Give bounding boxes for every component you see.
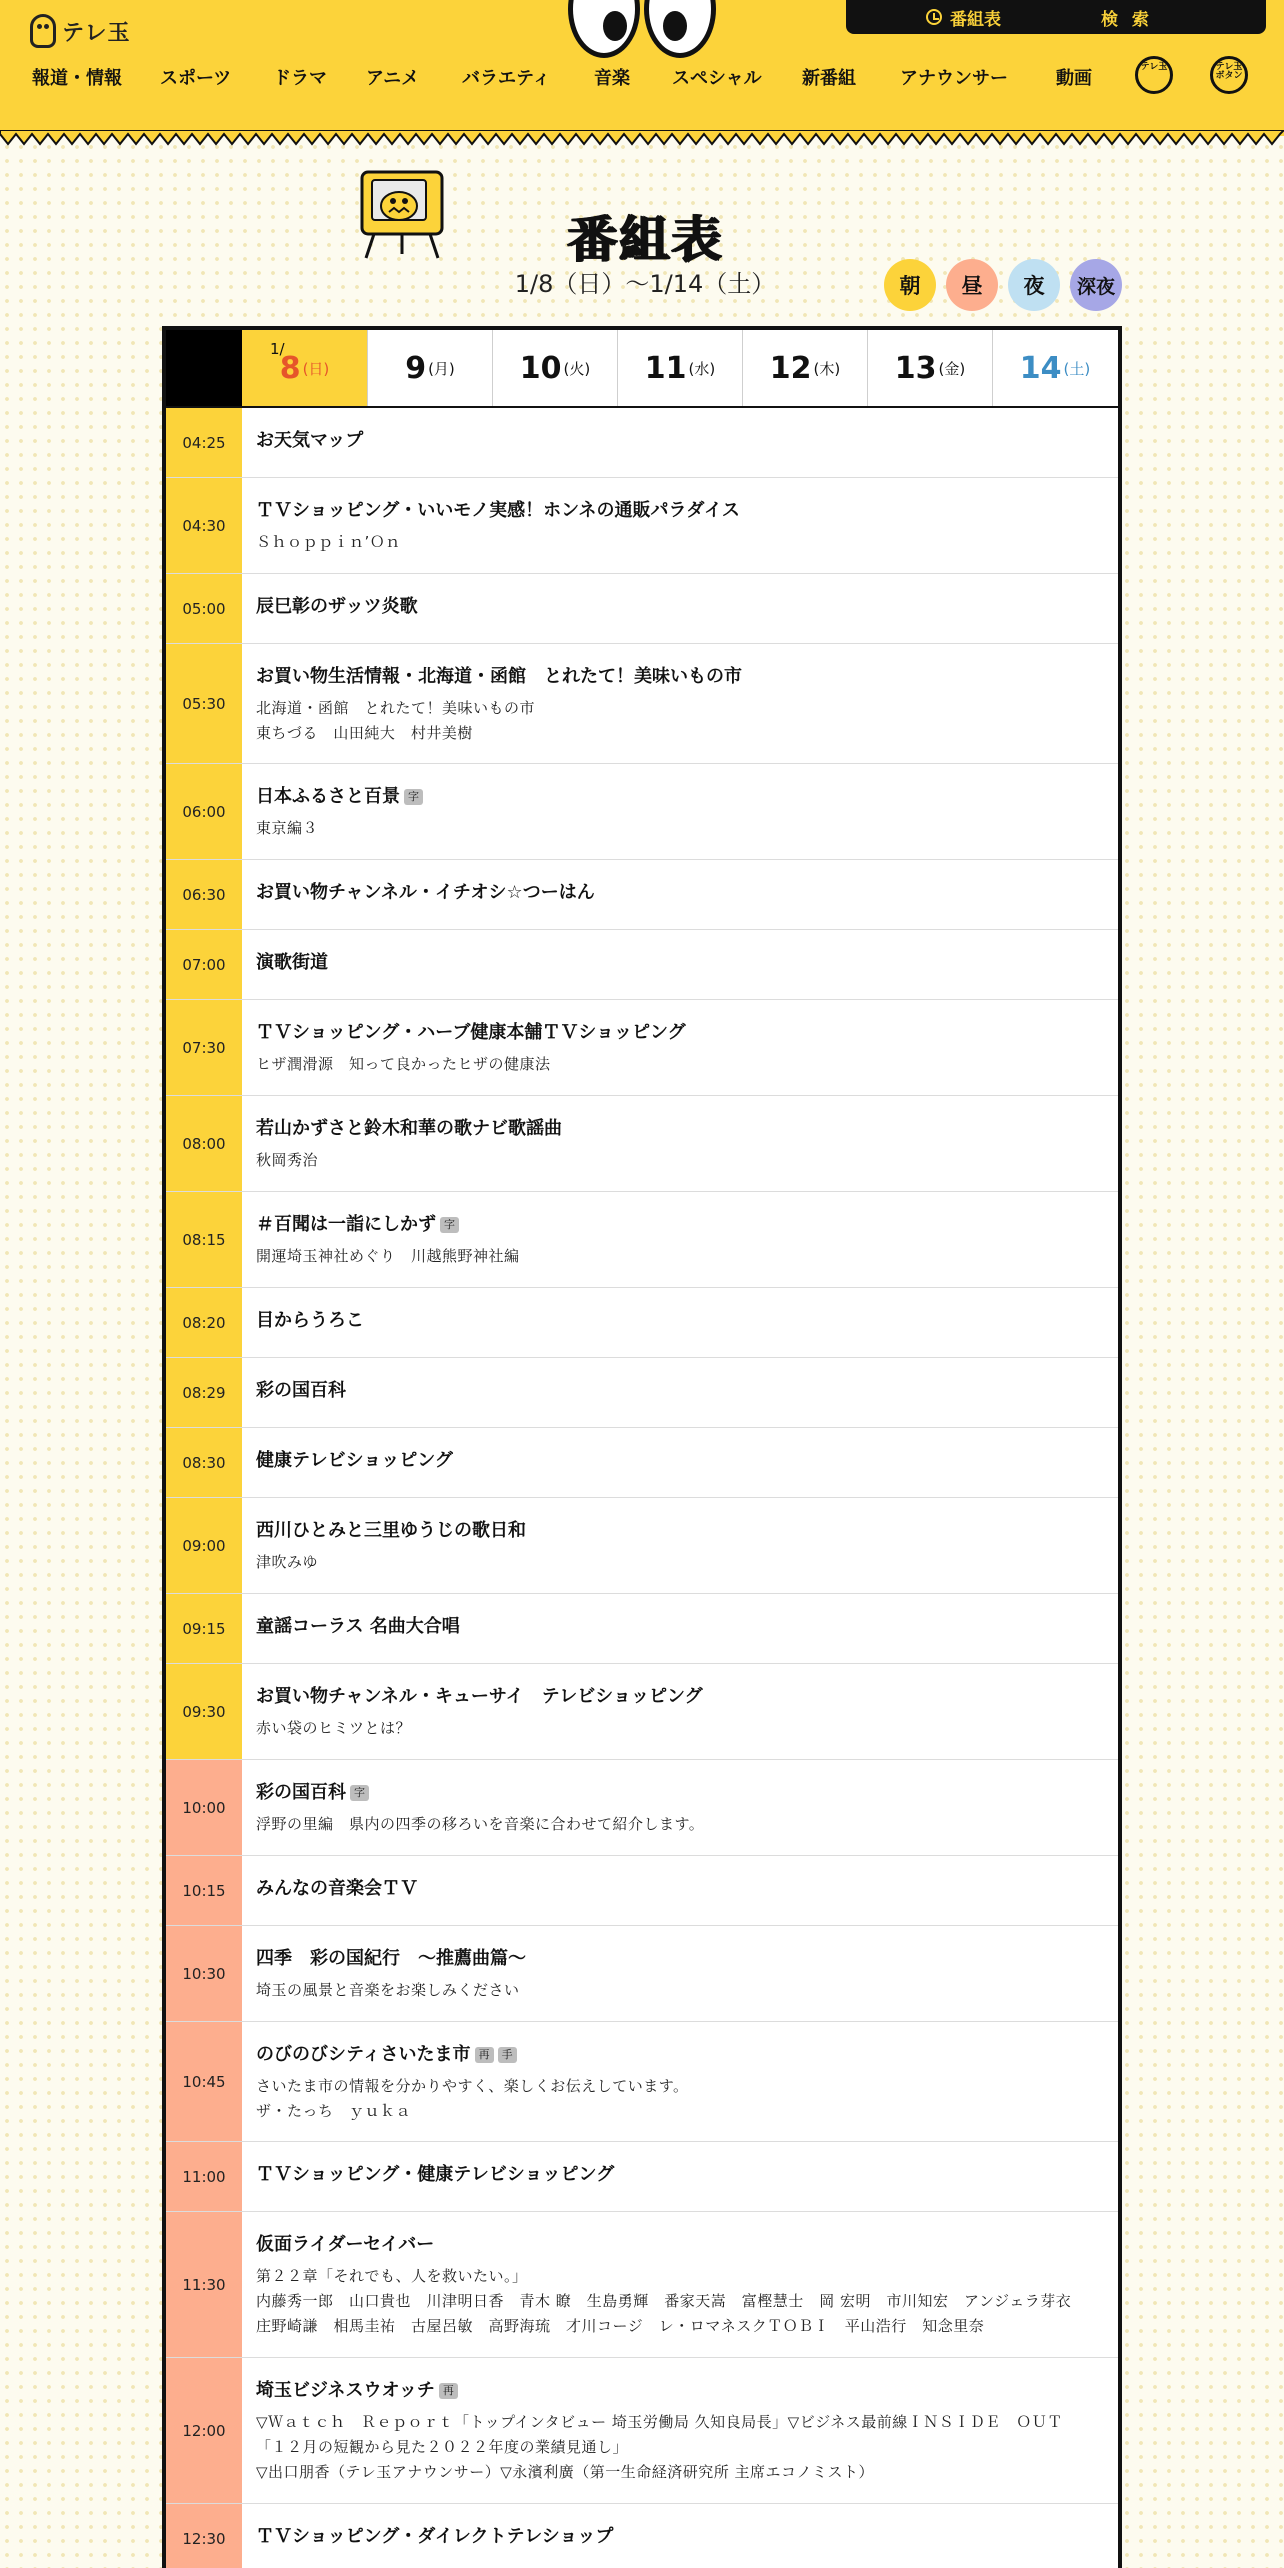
day-number: 11 [644,350,687,386]
program-description-line: ヒザ潤滑源 知って良かったヒザの健康法 [256,1055,551,1073]
program-description-line: 庄野崎謙 相馬圭祐 古屋呂敏 高野海琉 才川コージ レ・ロマネスクＴＯＢＩ 平山浩行 知念里奈 [256,2317,985,2335]
program-time: 09:30 [166,1664,242,1759]
program-description-line: 第２２章「それでも、人を救いたい。」 [256,2267,528,2285]
program-row[interactable] [166,1096,1118,1192]
program-time: 07:30 [166,1000,242,1095]
nav-new-programs[interactable]: 新番組 [802,68,856,89]
program-tag: 字 [440,1217,459,1233]
mascot-eyes [568,0,718,60]
program-time: 05:30 [166,644,242,763]
program-info [256,2378,1108,2485]
nav-news[interactable]: 報道・情報 [32,68,122,89]
program-description-line: 赤い袋のヒミツとは？ [256,1719,412,1737]
program-time: 10:45 [166,2022,242,2141]
program-time: 10:15 [166,1856,242,1925]
noon-button[interactable]: 昼 [946,259,998,311]
program-title[interactable]: ＴＶショッピング・ハーブ健康本舗ＴＶショッピング [256,1022,686,1043]
program-title-line [256,2378,1108,2404]
program-info [256,2524,1108,2550]
program-description [256,1716,1108,1741]
program-time: 09:00 [166,1498,242,1593]
program-row[interactable] [166,1664,1118,1760]
program-row[interactable] [166,1498,1118,1594]
schedule-link[interactable] [926,5,1001,30]
program-info [256,1308,1108,1334]
program-info [256,1116,1108,1173]
program-row[interactable] [166,644,1118,764]
program-description [256,2074,1108,2124]
program-title-line [256,2232,1108,2258]
program-info [256,664,1108,746]
program-tag: 手 [498,2047,517,2063]
day-month: 1/ [270,340,285,358]
program-info [256,784,1108,841]
program-title-line [256,594,1108,620]
day-weekday: (土) [1063,359,1091,378]
program-description [256,1812,1108,1837]
program-info [256,1020,1108,1077]
nav-video[interactable]: 動画 [1056,68,1092,89]
program-row[interactable] [166,930,1118,1000]
program-description [256,530,1108,555]
program-row[interactable] [166,1926,1118,2022]
program-time: 12:30 [166,2504,242,2568]
program-title[interactable]: 目からうろこ [256,1310,364,1331]
program-info [256,880,1108,906]
program-title[interactable]: 四季 彩の国紀行 ～推薦曲篇～ [256,1948,526,1969]
program-title-line [256,784,1108,810]
program-title[interactable]: お買い物生活情報・北海道・函館 とれたて！美味いもの市 [256,666,742,687]
day-tab-11[interactable] [617,330,742,406]
mascot-icon [30,14,56,48]
program-title-line [256,880,1108,906]
program-row[interactable] [166,408,1118,478]
program-description-line: 北海道・函館 とれたて！美味いもの市 [256,699,536,717]
program-title[interactable]: 若山かずさと鈴木和華の歌ナビ歌謡曲 [256,1118,562,1139]
nav-drama[interactable]: ドラマ [273,68,327,89]
program-description-line: 浮野の里編 県内の四季の移ろいを音楽に合わせて紹介します。 [256,1815,705,1833]
program-title-line [256,1378,1108,1404]
program-description [256,1052,1108,1077]
program-description-line: 内藤秀一郎 山口貴也 川津明日香 青木 瞭 生島勇輝 番家天嵩 富樫慧士 岡 宏明 市川知宏 アンジェラ芽衣 [256,2292,1072,2310]
program-row[interactable] [166,764,1118,860]
program-description-line: ▽出口朋香（テレ玉アナウンサー）▽永濱利廣（第一生命経済研究所 主席エコノミスト） [256,2463,875,2481]
day-tabs [166,330,1118,408]
program-description-line: 津吹みゆ [256,1553,319,1571]
program-title[interactable]: ＴＶショッピング・ダイレクトテレショップ [256,2526,614,2547]
day-weekday: (火) [563,359,591,378]
day-weekday: (木) [813,359,841,378]
program-title[interactable]: 埼玉ビジネスウオッチ [256,2380,435,2401]
program-row[interactable] [166,2504,1118,2568]
program-time: 04:25 [166,408,242,477]
program-row[interactable] [166,2142,1118,2212]
program-row[interactable] [166,2022,1118,2142]
program-title[interactable]: 童謡コーラス 名曲大合唱 [256,1616,460,1637]
program-title[interactable]: ＴＶショッピング・健康テレビショッピング [256,2164,615,2185]
program-info [256,2162,1108,2188]
program-info [256,428,1108,454]
program-time: 06:30 [166,860,242,929]
program-info [256,1518,1108,1575]
program-description-line: 秋岡秀治 [256,1151,319,1169]
program-title[interactable]: お買い物チャンネル・キューサイ テレビショッピング [256,1686,703,1707]
program-time: 04:30 [166,478,242,573]
nav-variety[interactable]: バラエティ [462,68,551,89]
date-range: 1/8（日）〜1/14（土） [514,270,776,298]
program-row[interactable] [166,1000,1118,1096]
program-description-line: 東京編３ [256,819,319,837]
program-description [256,2410,1108,2485]
program-description [256,1244,1108,1269]
program-description-line: さいたま市の情報を分かりやすく、楽しくお伝えしています。 [256,2077,689,2095]
program-row[interactable] [166,574,1118,644]
day-tab-9[interactable] [367,330,492,406]
program-info [256,1448,1108,1474]
program-title-line [256,1780,1108,1806]
right-eye-icon [644,0,716,58]
program-time: 07:00 [166,930,242,999]
tv-app-icon[interactable]: テレ玉 [1135,56,1173,94]
site-header [0,0,1284,136]
program-title-line [256,950,1108,976]
day-tab-13[interactable] [867,330,992,406]
day-tab-8[interactable] [242,330,367,406]
program-title[interactable]: ＃百聞は一詣にしかず [256,1214,436,1235]
program-title-line [256,1020,1108,1046]
nav-announcer[interactable]: アナウンサー [900,68,1008,89]
day-tab-14[interactable] [992,330,1117,406]
program-title-line [256,428,1108,454]
program-title[interactable]: ＴＶショッピング・いいモノ実感！ホンネの通販パラダイス [256,500,740,521]
program-description-line: ▽Ｗａｔｃｈ Ｒｅｐｏｒｔ「トップインタビュー 埼玉労働局 久知良局長」▽ビジネス最前線ＩＮＳＩＤＥ ＯＵＴ [256,2413,1063,2431]
program-title[interactable]: お買い物チャンネル・イチオシ☆つーはん [256,882,595,903]
program-info [256,1378,1108,1404]
program-time: 09:15 [166,1594,242,1663]
program-info [256,950,1108,976]
program-time: 05:00 [166,574,242,643]
program-tag: 字 [350,1785,369,1801]
morning-button[interactable]: 朝 [884,259,936,311]
program-description [256,816,1108,841]
program-description [256,696,1108,746]
program-row[interactable] [166,1594,1118,1664]
program-row[interactable] [166,1760,1118,1856]
program-title-line [256,498,1108,524]
program-info [256,594,1108,620]
program-title[interactable]: 彩の国百科 [256,1782,346,1803]
site-logo[interactable] [30,14,131,48]
day-weekday: (月) [428,359,455,378]
program-info [256,1614,1108,1640]
program-title-line [256,1212,1108,1238]
program-title[interactable]: 健康テレビショッピング [256,1450,453,1471]
program-description [256,1978,1108,2003]
program-description-line: 「１２月の短観から見た２０２２年度の業績見通し」 [256,2438,629,2456]
program-title-line [256,1614,1108,1640]
night-button[interactable]: 夜 [1008,259,1060,311]
program-info [256,1780,1108,1837]
program-row[interactable] [166,1192,1118,1288]
logo-text: テレ玉 [62,20,131,46]
search-link[interactable]: 検 索 [1101,9,1153,30]
program-title[interactable]: 演歌街道 [256,952,328,973]
program-time: 12:00 [166,2358,242,2503]
program-time: 08:00 [166,1096,242,1191]
day-number: 9 [405,350,427,386]
day-weekday: (水) [688,359,716,378]
day-number: 12 [769,350,812,386]
tv-button-icon[interactable]: テレ玉ボタン [1210,56,1248,94]
program-description-line: 東ちづる 山田純大 村井美樹 [256,724,473,742]
top-utility-bar [846,0,1266,34]
program-info [256,1684,1108,1741]
program-title-line [256,1116,1108,1142]
program-title-line [256,2524,1108,2550]
program-description-line: Ｓｈｏｐｐｉｎ’Ｏｎ [256,533,401,551]
day-tab-10[interactable] [492,330,617,406]
program-title-line [256,2042,1108,2068]
nav-sports[interactable]: スポーツ [160,68,232,89]
program-title-line [256,2162,1108,2188]
nav-anime[interactable]: アニメ [366,68,420,89]
program-description [256,2264,1108,2339]
program-time: 06:00 [166,764,242,859]
program-row[interactable] [166,1358,1118,1428]
program-time: 11:30 [166,2212,242,2357]
program-title[interactable]: のびのびシティさいたま市 [256,2044,471,2065]
program-title[interactable]: 彩の国百科 [256,1380,346,1401]
program-info [256,1946,1108,2003]
program-info [256,1876,1108,1902]
program-title[interactable]: お天気マップ [256,430,364,451]
program-row[interactable] [166,860,1118,930]
program-description [256,1550,1108,1575]
program-title-line [256,1684,1108,1710]
nav-special[interactable]: スペシャル [672,68,762,89]
program-description [256,1148,1108,1173]
program-title-line [256,664,1108,690]
header-zigzag-edge [0,130,1284,150]
program-tag: 再 [475,2047,494,2063]
clock-icon [926,9,942,25]
program-description-line: 開運埼玉神社めぐり 川越熊野神社編 [256,1247,520,1265]
program-time: 10:00 [166,1760,242,1855]
program-tag: 字 [404,789,423,805]
day-weekday: (金) [938,359,966,378]
main-nav [0,64,1284,94]
program-row[interactable] [166,478,1118,574]
day-tabs-corner [166,330,242,406]
program-title-line [256,1946,1108,1972]
program-info [256,1212,1108,1269]
program-time: 11:00 [166,2142,242,2211]
day-number: 10 [519,350,562,386]
schedule-link-label: 番組表 [950,9,1001,30]
program-row[interactable] [166,2358,1118,2504]
program-row[interactable] [166,1288,1118,1358]
program-time: 08:29 [166,1358,242,1427]
day-number: 13 [894,350,937,386]
left-eye-icon [568,0,640,58]
program-time: 08:15 [166,1192,242,1287]
program-time: 08:20 [166,1288,242,1357]
program-title[interactable]: 西川ひとみと三里ゆうじの歌日和 [256,1520,526,1541]
day-number: 8 [279,350,301,386]
program-tag: 再 [439,2383,458,2399]
program-title[interactable]: 日本ふるさと百景 [256,786,400,807]
program-time: 08:30 [166,1428,242,1497]
program-info [256,2042,1108,2124]
program-row[interactable] [166,2212,1118,2358]
tv-mascot-icon [356,170,456,260]
program-title-line [256,1308,1108,1334]
program-title-line [256,1518,1108,1544]
program-row[interactable] [166,1428,1118,1498]
schedule-table [162,326,1122,2568]
day-weekday: (日) [302,359,330,378]
program-title[interactable]: みんなの音楽会ＴＶ [256,1878,418,1899]
program-description-line: 埼玉の風景と音楽をお楽しみください [256,1981,520,1999]
program-info [256,2232,1108,2339]
nav-music[interactable]: 音楽 [594,68,630,89]
day-number: 14 [1019,350,1062,386]
day-tab-12[interactable] [742,330,867,406]
program-title[interactable]: 辰巳彰のザッツ炎歌 [256,596,418,617]
program-row[interactable] [166,1856,1118,1926]
program-time: 10:30 [166,1926,242,2021]
program-title-line [256,1448,1108,1474]
program-title-line [256,1876,1108,1902]
page-title: 番組表 [567,211,723,269]
program-title[interactable]: 仮面ライダーセイバー [256,2234,435,2255]
late-night-button[interactable]: 深夜 [1070,259,1122,311]
program-info [256,498,1108,555]
program-description-line: ザ・たっち ｙｕｋａ [256,2102,412,2120]
